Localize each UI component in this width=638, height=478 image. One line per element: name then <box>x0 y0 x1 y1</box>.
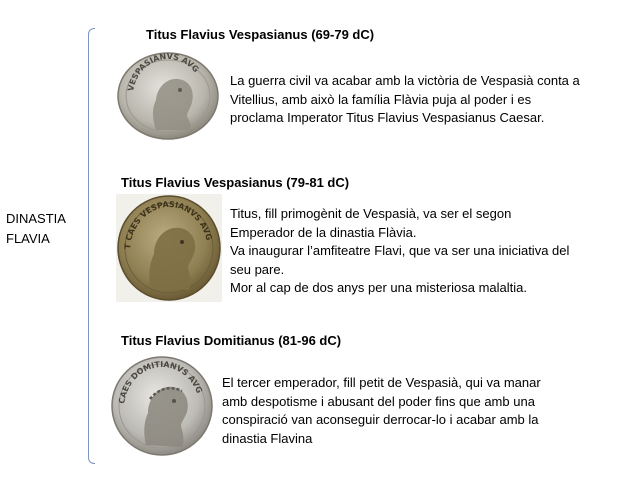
svg-text:VESPASIANVS AVG: VESPASIANVS AVG <box>126 52 201 92</box>
emperor-title-domitian: Titus Flavius Domitianus (81-96 dC) <box>121 333 342 348</box>
description-line: conspiració van aconseguir derrocar-lo i acabar amb la <box>222 412 539 427</box>
description-vespasian <box>230 72 580 128</box>
description-line: amb despotisme i abusant del poder fins que amb una <box>222 393 535 409</box>
coin-titus <box>116 194 222 302</box>
description-line: Emperador de la dinastia Flàvia. <box>230 224 417 240</box>
description-line: Va inaugurar l’amfiteatre Flavi, que va ser una iniciativa del <box>230 243 570 258</box>
coin-vespasian <box>116 52 220 140</box>
description-line: La guerra civil va acabar amb la victòria de Vespasià conta a <box>230 73 580 88</box>
svg-text:T CAES VESPASIANVS AVG: T CAES VESPASIANVS AVG <box>123 199 214 250</box>
description-line: proclama Imperator Titus Flavius Vespasianus Caesar. <box>230 110 545 125</box>
description-line: Titus, fill primogènit de Vespasià, va ser el segon <box>230 206 512 221</box>
silver-coin-portrait-icon <box>116 52 220 140</box>
dynasty-label <box>6 209 66 249</box>
emperor-title-titus: Titus Flavius Vespasianus (79-81 dC) <box>121 175 350 190</box>
dynasty-label-line: DINASTIA <box>6 211 66 226</box>
svg-text:CAES DOMITIANVS AVG: CAES DOMITIANVS AVG <box>117 359 204 405</box>
description-line: seu pare. <box>230 261 285 277</box>
description-line: Vitellius, amb això la família Flàvia puja al poder i es <box>230 91 532 107</box>
bronze-coin-portrait-icon <box>116 194 222 302</box>
description-titus <box>230 205 569 298</box>
silver-coin-laureate-portrait-icon <box>110 355 214 458</box>
description-line: Mor al cap de dos anys per una misteriosa malaltia. <box>230 280 527 295</box>
description-line: dinastia Flavina <box>222 430 313 446</box>
coin-domitian <box>110 355 214 458</box>
emperor-title-vespasian: Titus Flavius Vespasianus (69-79 dC) <box>146 27 375 42</box>
dynasty-label-line: FLAVIA <box>6 231 50 246</box>
dynasty-bracket <box>88 28 95 464</box>
description-line: El tercer emperador, fill petit de Vespasià, qui va manar <box>222 375 541 390</box>
description-domitian <box>222 374 541 448</box>
